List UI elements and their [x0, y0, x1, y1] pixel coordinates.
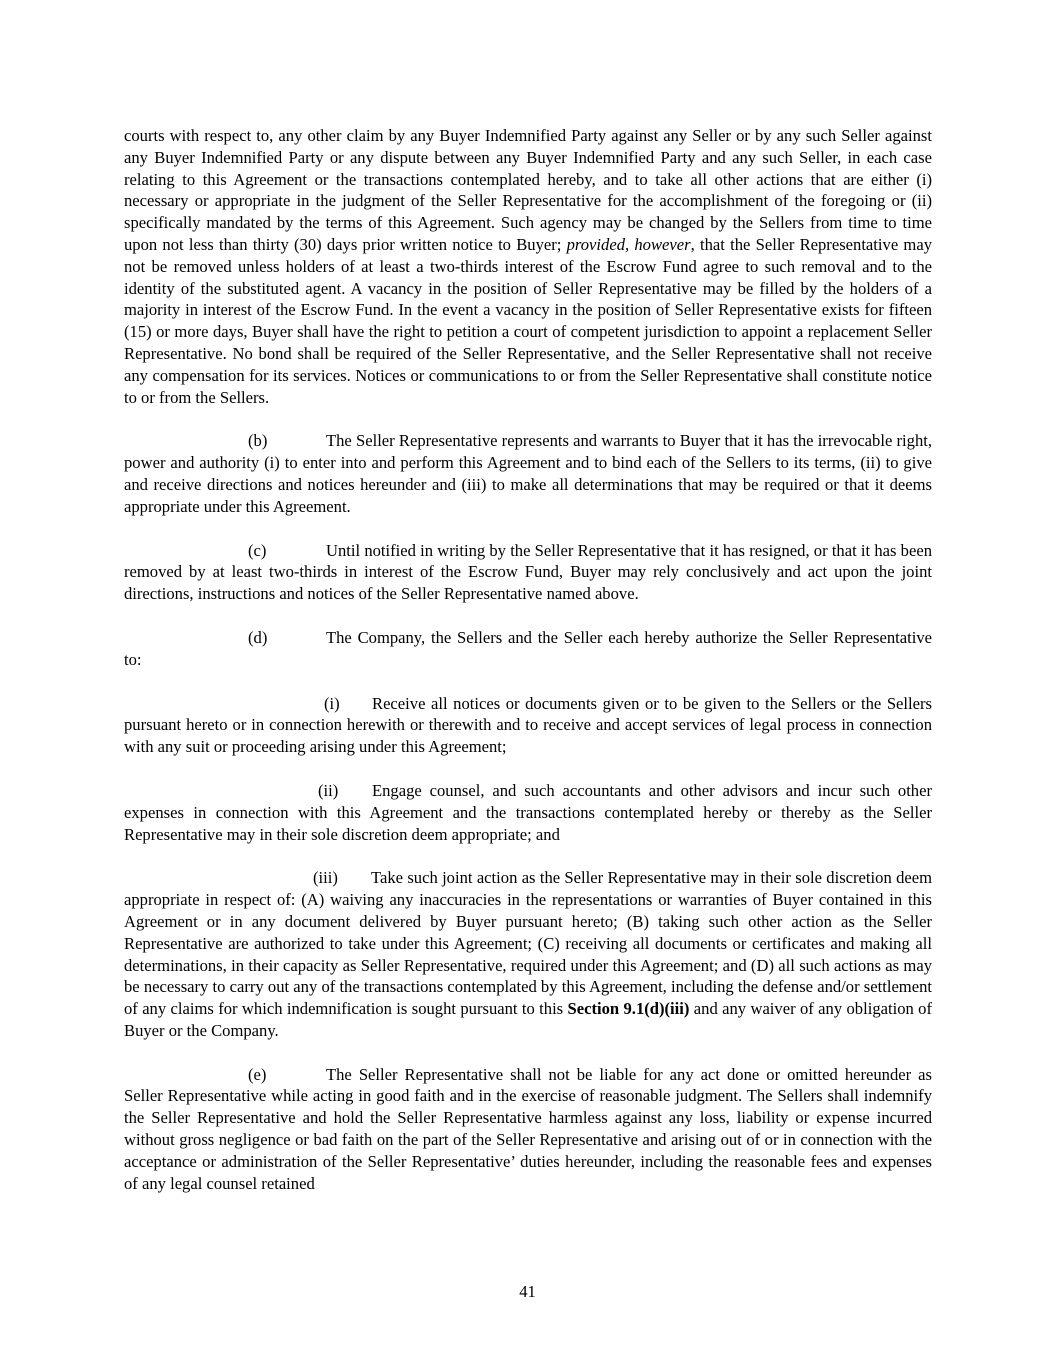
paragraph-d-i-text: Receive all notices or documents given or to be given to the Sellers or the Sellers pursuant hereto or in connection herewith or therewith and to receive and accept services of legal process in connection with any suit or proceeding arising under this Agreement; — [124, 693, 932, 757]
paragraph-d-ii-text: Engage counsel, and such accountants and other advisors and incur such other expenses in connection with this Agreement and the transactions contemplated hereby or thereby as the Seller Representative may in their sole discretion deem appropriate; and — [124, 780, 932, 844]
paragraph-b-text: The Seller Representative represents and warrants to Buyer that it has the irrevocable right, power and authority (i) to enter into and perform this Agreement and to bind each of the Sellers to its terms, (ii) to give and receive directions and notices hereunder and (iii) to make all determinations that may be required or that it deems appropriate under this Agreement. — [124, 431, 932, 516]
paragraph-e — [124, 1064, 932, 1195]
paragraph-a-italic: provided, however — [566, 234, 691, 254]
paragraph-a-continued — [124, 125, 932, 408]
paragraph-d-text: The Company, the Sellers and the Seller each hereby authorize the Seller Representative to: — [124, 627, 932, 669]
paragraph-d-iii-text-2: and any waiver of any obligation of Buyer or the Company. — [124, 999, 932, 1040]
paragraph-d-i — [124, 693, 932, 758]
document-page — [124, 125, 932, 1216]
paragraph-b-label: (b) — [248, 431, 268, 451]
paragraph-c-label: (c) — [248, 540, 267, 560]
paragraph-d-iii-text-1: Take such joint action as the Seller Representative may in their sole discretion deem appropriate in respect of: (A) waiving any inaccuracies in the representations or warranties of Buyer contained in this Agreement or in any document delivered by Buyer pursuant hereto; (B) taking such other action as the Seller Representative are authorized to take under this Agreement; (C) receiving all documents or certificates and making all determinations, in their capacity as Seller Representative, required under this Agreement; and (D) all such actions as may be necessary to carry out any of the transactions contemplated by this Agreement, including the defense and/or settlement of any claims for which indemnification is sought pursuant to this — [124, 868, 932, 1019]
paragraph-c — [124, 540, 932, 605]
paragraph-b — [124, 430, 932, 517]
paragraph-d-i-label: (i) — [324, 693, 340, 713]
paragraph-d-iii — [124, 867, 932, 1041]
section-reference: Section 9.1(d)(iii) — [567, 999, 690, 1019]
paragraph-e-label: (e) — [248, 1064, 267, 1084]
page-number: 41 — [519, 1282, 536, 1301]
paragraph-d-ii-label: (ii) — [318, 780, 339, 800]
paragraph-a-text-1: courts with respect to, any other claim by any Buyer Indemnified Party against any Seller or by any such Seller against any Buyer Indemnified Party or any dispute between any Buyer Indemnified Party and any such Seller, in each case relating to this Agreement or the transactions contemplated hereby, and to take all other actions that are either (i) necessary or appropriate in the judgment of the Seller Representative for the accomplishment of the foregoing or (ii) specifically mandated by the terms of this Agreement. Such agency may be changed by the Sellers from time to time upon not less than thirty (30) days prior written notice to Buyer; — [124, 126, 932, 254]
paragraph-d — [124, 627, 932, 671]
paragraph-d-iii-label: (iii) — [313, 868, 338, 888]
paragraph-d-ii — [124, 780, 932, 845]
paragraph-a-text-2: , that the Seller Representative may not be removed unless holders of at least a two-thirds interest of the Escrow Fund agree to such removal and to the identity of the substituted agent. A vacancy in the position of Seller Representative may be filled by the holders of a majority in interest of the Escrow Fund. In the event a vacancy in the position of Seller Representative exists for fifteen (15) or more days, Buyer shall have the right to petition a court of competent jurisdiction to appoint a replacement Seller Representative. No bond shall be required of the Seller Representative, and the Seller Representative shall not receive any compensation for its services. Notices or communications to or from the Seller Representative shall constitute notice to or from the Sellers. — [124, 234, 932, 407]
paragraph-c-text: Until notified in writing by the Seller Representative that it has resigned, or that it has been removed by at least two-thirds in interest of the Escrow Fund, Buyer may rely conclusively and act upon the joint directions, instructions and notices of the Seller Representative named above. — [124, 540, 932, 604]
paragraph-e-text: The Seller Representative shall not be liable for any act done or omitted hereunder as Seller Representative while acting in good faith and in the exercise of reasonable judgment. The Sellers shall indemnify the Seller Representative and hold the Seller Representative harmless against any loss, liability or expense incurred without gross negligence or bad faith on the part of the Seller Representative and arising out of or in connection with the acceptance or administration of the Seller Representative’ duties hereunder, including the reasonable fees and expenses of any legal counsel retained — [124, 1064, 932, 1193]
paragraph-d-label: (d) — [248, 627, 268, 647]
